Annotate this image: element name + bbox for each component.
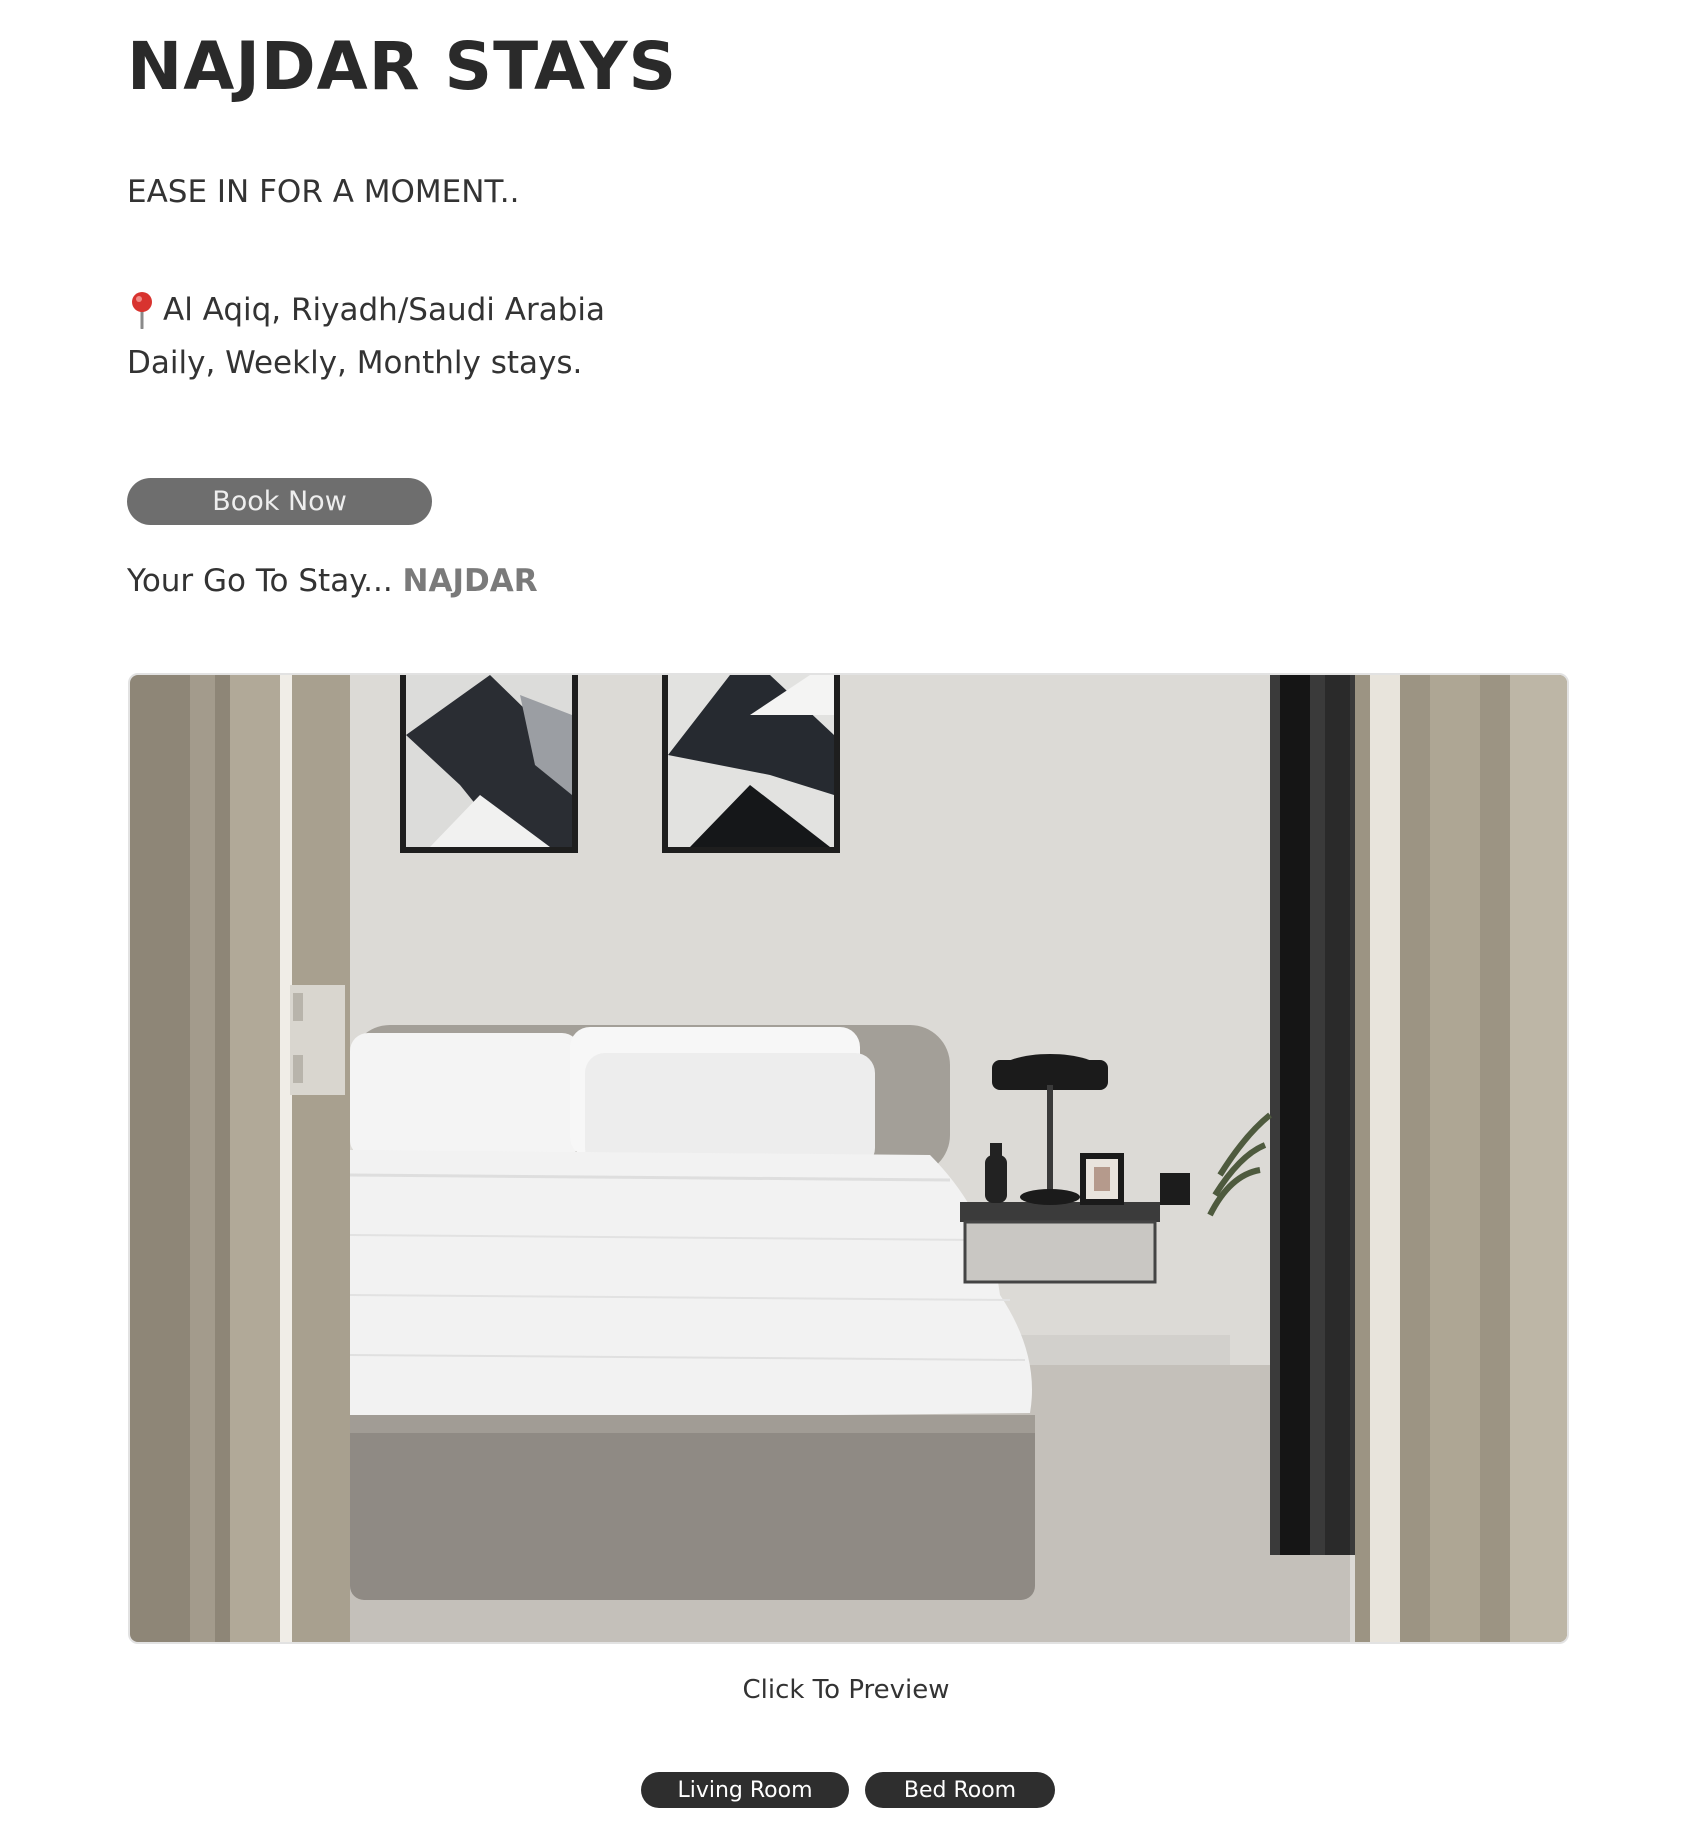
stay-types: Daily, Weekly, Monthly stays. <box>127 345 583 381</box>
tagline: EASE IN FOR A MOMENT.. <box>127 174 520 210</box>
map-pin-icon <box>127 291 157 329</box>
book-now-button[interactable]: Book Now <box>127 478 432 525</box>
location-line <box>127 291 605 329</box>
brand-title: NAJDAR STAYS <box>127 28 678 105</box>
slogan <box>127 563 538 599</box>
preview-hint: Click To Preview <box>742 1675 950 1705</box>
bedroom-photo[interactable] <box>128 673 1569 1644</box>
slogan-prefix: Your Go To Stay... <box>127 563 403 599</box>
bedroom-illustration <box>130 675 1567 1642</box>
slogan-brand: NAJDAR <box>402 563 538 599</box>
location-text: Al Aqiq, Riyadh/Saudi Arabia <box>163 292 605 328</box>
tab-bed-room[interactable]: Bed Room <box>865 1772 1055 1808</box>
tab-living-room[interactable]: Living Room <box>641 1772 849 1808</box>
